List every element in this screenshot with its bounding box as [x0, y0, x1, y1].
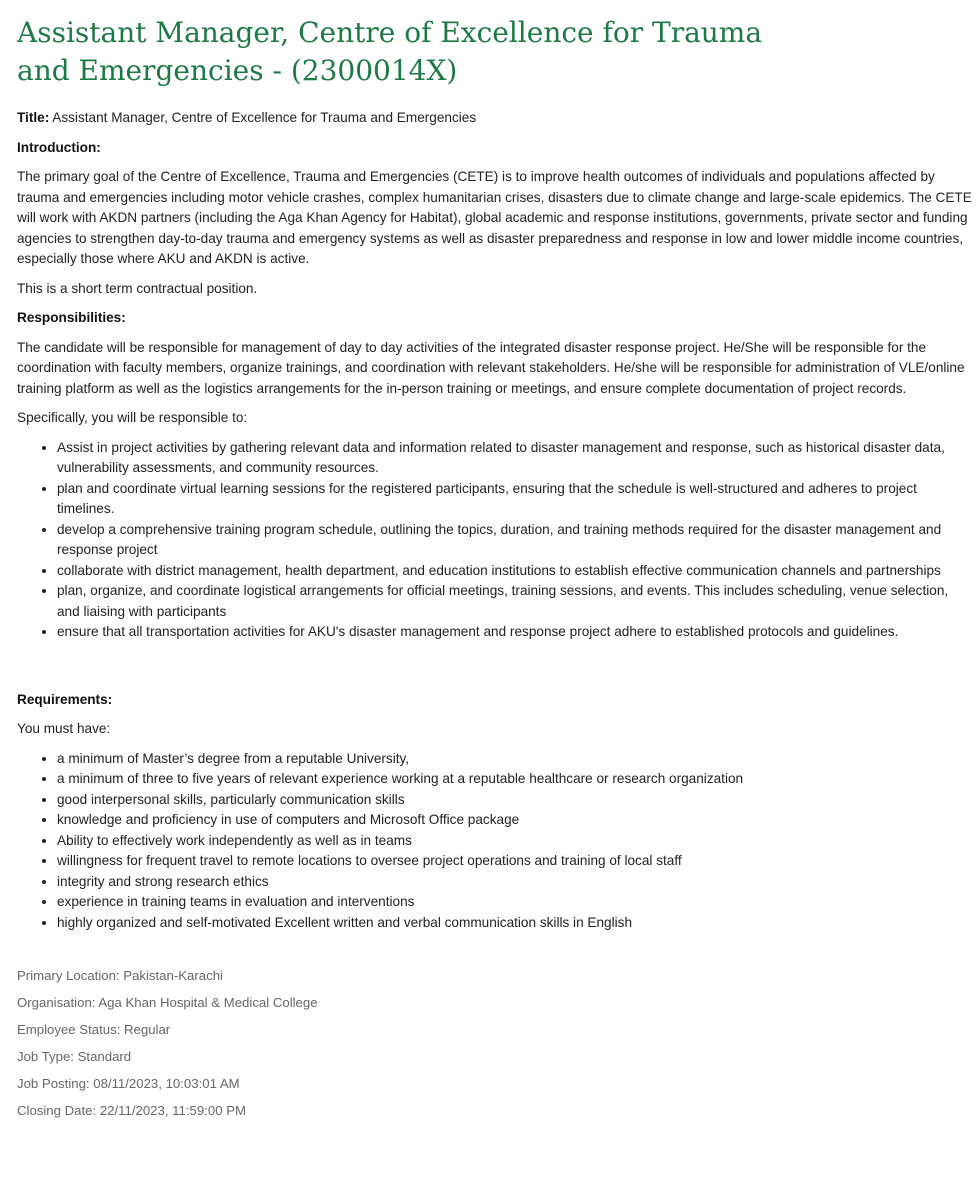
requirements-list [17, 749, 972, 934]
list-item: • a minimum of three to five years of relevant experience working at a reputable healthcare or research organization [57, 769, 972, 790]
list-item: • highly organized and self-motivated Excellent written and verbal communication skills in English [57, 913, 972, 934]
page-title: Assistant Manager, Centre of Excellence for Trauma and Emergencies - (2300014X) [17, 16, 763, 87]
contract-note: This is a short term contractual position. [17, 280, 258, 296]
closing-date: Closing Date: 22/11/2023, 11:59:00 PM [17, 1103, 246, 1118]
list-item: • plan and coordinate virtual learning sessions for the registered participants, ensuring that the schedule is well-structured and adheres to project timelines. [57, 479, 972, 520]
list-item: • Ability to effectively work independently as well as in teams [57, 831, 972, 852]
title-value: Assistant Manager, Centre of Excellence for Trauma and Emergencies [49, 110, 477, 125]
requirements-heading: Requirements: [17, 691, 113, 707]
introduction-heading: Introduction: [17, 139, 101, 155]
primary-location: Primary Location: Pakistan-Karachi [17, 968, 223, 983]
list-item: • plan, organize, and coordinate logistical arrangements for official meetings, training sessions, and events. This includes scheduling, venue selection, and liaising with participants [57, 581, 972, 622]
responsibilities-heading: Responsibilities: [17, 310, 126, 325]
job-type: Job Type: Standard [17, 1049, 132, 1064]
list-item: • knowledge and proficiency in use of computers and Microsoft Office package [57, 810, 972, 831]
list-item: • willingness for frequent travel to remote locations to oversee project operations and training of local staff [57, 851, 972, 872]
employee-status: Employee Status: Regular [17, 1022, 171, 1037]
job-description [17, 108, 972, 1122]
list-item: • experience in training teams in evaluation and interventions [57, 892, 972, 913]
list-item: • a minimum of Master’s degree from a reputable University, [57, 749, 972, 770]
list-item: • collaborate with district management, health department, and education institutions to establish effective communication channels and partnerships [57, 561, 972, 582]
list-item: • Assist in project activities by gathering relevant data and information related to disaster management and response, such as historical disaster data, vulnerability assessments, and community resources. [57, 438, 972, 479]
list-item: • good interpersonal skills, particularly communication skills [57, 790, 972, 811]
requirements-lead-in: You must have: [17, 721, 111, 736]
list-item: • develop a comprehensive training program schedule, outlining the topics, duration, and training methods required for the disaster management and response project [57, 520, 972, 561]
job-metadata [17, 966, 972, 1122]
list-item: • integrity and strong research ethics [57, 872, 972, 893]
introduction-paragraph: The primary goal of the Centre of Excellence, Trauma and Emergencies (CETE) is to improve health outcomes of individuals and populations affected by trauma and emergencies including motor vehicle crashes, complex humanitarian crises, disasters due to climate change and large-scale epidemics. The CETE will work with AKDN partners (including the Aga Khan Agency for Habitat), global academic and response institutions, governments, private sector and funding agencies to strengthen day-to-day trauma and emergency systems as well as disaster preparedness and response in low and lower middle income countries, especially those where AKU and AKDN is active. [17, 169, 972, 266]
job-posting-date: Job Posting: 08/11/2023, 10:03:01 AM [17, 1076, 240, 1091]
responsibilities-paragraph: The candidate will be responsible for management of day to day activities of the integrated disaster response project. He/She will be responsible for the coordination with faculty members, organize trainings, and coordination with relevant stakeholders. He/she will be responsible for administration of VLE/online training platform as well as the logistics arrangements for the in-person training or meetings, and ensure complete documentation of project records. [17, 339, 965, 396]
responsibilities-list [17, 438, 972, 643]
organisation: Organisation: Aga Khan Hospital & Medical College [17, 995, 318, 1010]
responsibilities-lead-in: Specifically, you will be responsible to: [17, 410, 248, 425]
title-line [17, 108, 972, 129]
title-label: Title: [17, 110, 50, 125]
list-item: • ensure that all transportation activities for AKU's disaster management and response project adhere to established protocols and guidelines. [57, 622, 972, 643]
